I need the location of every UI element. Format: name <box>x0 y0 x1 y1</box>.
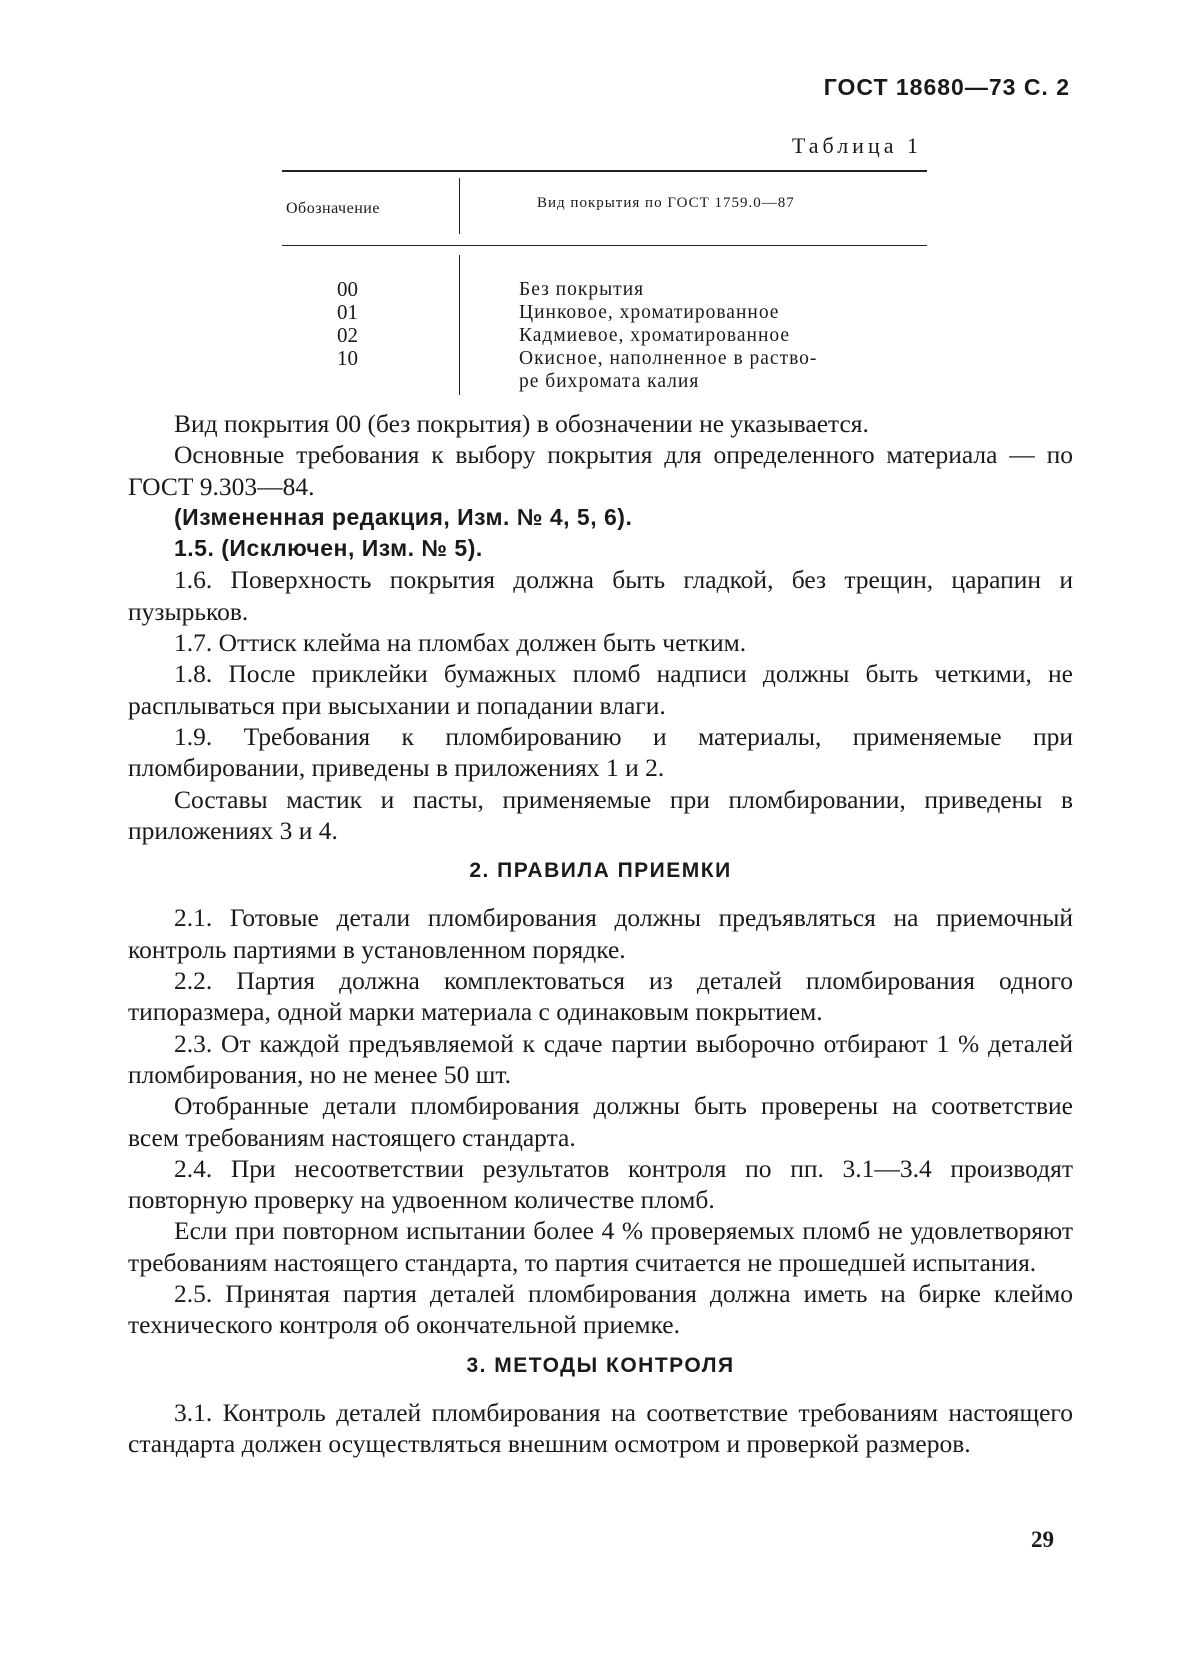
paragraph: Вид покрытия 00 (без покрытия) в обозначении не указывается. <box>174 409 869 438</box>
table-header-code: Обозначение <box>286 200 380 217</box>
table-codes-column <box>337 278 358 370</box>
section-heading-acceptance: 2. ПРАВИЛА ПРИЕМКИ <box>469 859 732 883</box>
paragraph: 2.3. От каждой предъявляемой к сдаче партии выборочно отбирают 1 % деталей пломбирования, но не менее 50 шт. <box>128 1028 1073 1089</box>
body-text <box>128 408 1073 1460</box>
paragraph: 2.2. Партия должна комплектоваться из деталей пломбирования одного типоразмера, одной марки материала с одинаковым покрытием. <box>128 966 1073 1027</box>
table-type-cell: Кадмиевое, хроматированное <box>519 325 791 346</box>
paragraph: 3.1. Контроль деталей пломбирования на соответствие требованиям настоящего стандарта должен осуществляться внешним осмотром и проверкой размеров. <box>128 1397 1073 1459</box>
table-types-column <box>519 278 817 393</box>
paragraph: 1.7. Оттиск клейма на пломбах должен быть четким. <box>174 628 747 658</box>
table-type-cell: Цинковое, хроматированное <box>519 302 780 323</box>
table-body-divider <box>459 255 460 395</box>
paragraph: 2.5. Принятая партия деталей пломбирования должна иметь на бирке клеймо технического контроля об окончательной приемке. <box>128 1279 1073 1340</box>
table-caption: Таблица 1 <box>791 133 922 158</box>
table-type-cell: ре бихромата калия <box>519 371 700 392</box>
amendment-note: (Измененная редакция, Изм. № 4, 5, 6). <box>174 503 633 530</box>
table-code-cell: 10 <box>337 346 358 370</box>
paragraph: 1.6. Поверхность покрытия должна быть гладкой, без трещин, царапин и пузырьков. <box>128 565 1073 626</box>
table-type-cell: Окисное, наполненное в раство- <box>519 348 818 369</box>
table-header-type: Вид покрытия по ГОСТ 1759.0—87 <box>537 195 795 211</box>
section-heading-methods: 3. МЕТОДЫ КОНТРОЛЯ <box>466 1353 735 1377</box>
paragraph: 1.9. Требования к пломбированию и материалы, применяемые при пломбировании, приведены в приложениях 1 и 2. <box>128 721 1073 783</box>
paragraph: 2.4. При несоответствии результатов контроля по пп. 3.1—3.4 производят повторную проверку на удвоенном количестве пломб. <box>128 1153 1073 1215</box>
excluded-clause: 1.5. (Исключен, Изм. № 5). <box>174 535 483 562</box>
table-top-rule <box>282 170 927 172</box>
paragraph: Если при повторном испытании более 4 % проверяемых пломб не удовлетворяют требованиям настоящего стандарта, то партия считается не прошедшей испытания. <box>128 1216 1073 1277</box>
paragraph: Отобранные детали пломбирования должны быть проверены на соответствие всем требованиям настоящего стандарта. <box>128 1091 1073 1152</box>
paragraph: 2.1. Готовые детали пломбирования должны предъявляться на приемочный контроль партиями в установленном порядке. <box>128 903 1073 964</box>
coating-table <box>282 170 927 405</box>
table-code-cell: 02 <box>337 323 358 347</box>
paragraph: Основные требования к выбору покрытия для определенного материала — по ГОСТ 9.303—84. <box>128 440 1073 501</box>
table-code-cell: 01 <box>337 300 358 324</box>
page-number: 29 <box>1031 1527 1054 1552</box>
table-type-cell: Без покрытия <box>519 279 645 300</box>
table-header-divider <box>459 178 460 234</box>
paragraph: Составы мастик и пасты, применяемые при пломбировании, приведены в приложениях 3 и 4. <box>128 784 1073 845</box>
page-header: ГОСТ 18680—73 С. 2 <box>823 74 1070 100</box>
table-code-cell: 00 <box>337 277 358 301</box>
paragraph: 1.8. После приклейки бумажных пломб надписи должны быть четкими, не расплываться при высыхании и попадании влаги. <box>128 659 1073 720</box>
table-header-rule <box>282 245 927 246</box>
